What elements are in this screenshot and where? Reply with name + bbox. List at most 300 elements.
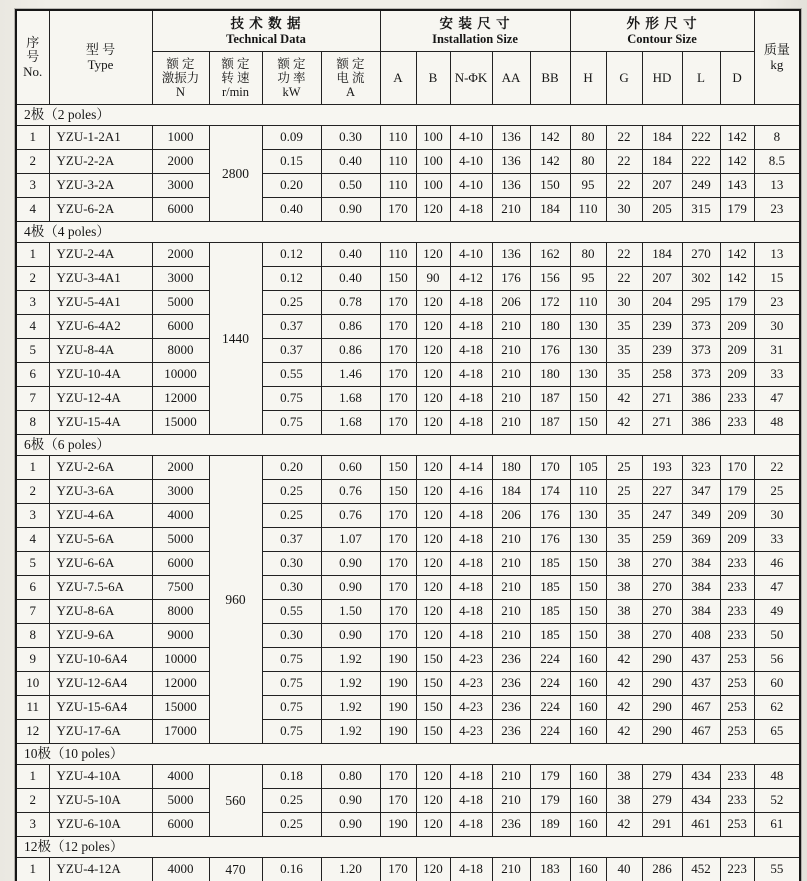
- cell-power: 0.16: [262, 858, 321, 881]
- cell-dim-bb: 189: [530, 813, 570, 837]
- cell-serial-no: 7: [16, 387, 49, 411]
- header-type-zh: 型 号: [85, 41, 116, 57]
- cell-mass: 31: [754, 339, 800, 363]
- table-row: [16, 672, 800, 696]
- cell-dim-bb: 187: [530, 387, 570, 411]
- cell-dim-bb: 156: [530, 267, 570, 291]
- cell-dim-b: 120: [416, 789, 450, 813]
- table-row: [16, 504, 800, 528]
- header-dim-hd: HD: [642, 52, 682, 105]
- cell-dim-l: 461: [682, 813, 720, 837]
- cell-dim-g: 42: [606, 411, 642, 435]
- cell-speed: 560: [209, 765, 262, 837]
- cell-type: YZU-8-6A: [49, 600, 152, 624]
- cell-type: YZU-5-4A1: [49, 291, 152, 315]
- cell-serial-no: 3: [16, 504, 49, 528]
- cell-dim-aa: 210: [492, 411, 530, 435]
- cell-type: YZU-17-6A: [49, 720, 152, 744]
- cell-dim-aa: 136: [492, 174, 530, 198]
- cell-serial-no: 2: [16, 267, 49, 291]
- cell-dim-d: 209: [720, 363, 754, 387]
- cell-dim-aa: 210: [492, 363, 530, 387]
- cell-dim-a: 170: [380, 765, 416, 789]
- section-header-row: [16, 222, 800, 243]
- cell-dim-d: 142: [720, 267, 754, 291]
- cell-dim-b: 90: [416, 267, 450, 291]
- cell-serial-no: 5: [16, 552, 49, 576]
- cell-mass: 33: [754, 363, 800, 387]
- cell-dim-h: 160: [570, 765, 606, 789]
- cell-force: 2000: [152, 150, 209, 174]
- table-header: [16, 10, 800, 105]
- cell-serial-no: 3: [16, 291, 49, 315]
- cell-dim-hd: 258: [642, 363, 682, 387]
- cell-dim-h: 130: [570, 504, 606, 528]
- cell-dim-h: 130: [570, 315, 606, 339]
- cell-dim-l: 452: [682, 858, 720, 881]
- cell-dim-d: 253: [720, 648, 754, 672]
- header-rated-current-unit: A: [345, 85, 356, 99]
- cell-type: YZU-6-6A: [49, 552, 152, 576]
- cell-current: 0.30: [321, 126, 380, 150]
- cell-dim-a: 170: [380, 552, 416, 576]
- cell-force: 15000: [152, 411, 209, 435]
- cell-dim-h: 95: [570, 174, 606, 198]
- cell-dim-d: 209: [720, 315, 754, 339]
- table-row: [16, 696, 800, 720]
- cell-dim-bb: 224: [530, 720, 570, 744]
- cell-dim-aa: 136: [492, 126, 530, 150]
- cell-dim-nk: 4-16: [450, 480, 492, 504]
- header-mass: [754, 10, 800, 105]
- cell-dim-b: 150: [416, 720, 450, 744]
- cell-dim-d: 233: [720, 387, 754, 411]
- cell-dim-bb: 142: [530, 150, 570, 174]
- cell-dim-a: 170: [380, 291, 416, 315]
- cell-power: 0.75: [262, 696, 321, 720]
- cell-dim-b: 120: [416, 624, 450, 648]
- cell-dim-l: 347: [682, 480, 720, 504]
- cell-serial-no: 5: [16, 339, 49, 363]
- cell-power: 0.30: [262, 552, 321, 576]
- cell-dim-aa: 236: [492, 813, 530, 837]
- header-rated-force: [152, 52, 209, 105]
- header-rated-power-l2: 功 率: [277, 71, 306, 85]
- table-row: [16, 363, 800, 387]
- header-rated-speed-l1: 额 定: [221, 57, 250, 71]
- table-row: [16, 411, 800, 435]
- cell-dim-l: 222: [682, 126, 720, 150]
- cell-dim-a: 190: [380, 696, 416, 720]
- cell-dim-d: 143: [720, 174, 754, 198]
- cell-dim-aa: 236: [492, 648, 530, 672]
- cell-dim-aa: 210: [492, 576, 530, 600]
- header-rated-power-unit: kW: [282, 85, 301, 99]
- cell-dim-bb: 150: [530, 174, 570, 198]
- cell-serial-no: 3: [16, 174, 49, 198]
- cell-current: 0.90: [321, 813, 380, 837]
- cell-dim-aa: 236: [492, 672, 530, 696]
- cell-dim-aa: 176: [492, 267, 530, 291]
- cell-dim-b: 120: [416, 387, 450, 411]
- cell-force: 7500: [152, 576, 209, 600]
- cell-current: 0.76: [321, 480, 380, 504]
- header-dim-aa: AA: [492, 52, 530, 105]
- table-row: [16, 813, 800, 837]
- cell-dim-h: 110: [570, 480, 606, 504]
- cell-dim-bb: 185: [530, 624, 570, 648]
- header-mass-zh: 质量: [763, 41, 790, 57]
- table-row: [16, 243, 800, 267]
- cell-dim-nk: 4-23: [450, 720, 492, 744]
- cell-dim-l: 437: [682, 648, 720, 672]
- cell-dim-a: 110: [380, 126, 416, 150]
- cell-dim-d: 233: [720, 600, 754, 624]
- cell-dim-d: 209: [720, 504, 754, 528]
- cell-power: 0.75: [262, 672, 321, 696]
- cell-dim-bb: 224: [530, 648, 570, 672]
- cell-current: 1.92: [321, 672, 380, 696]
- cell-mass: 48: [754, 765, 800, 789]
- cell-dim-g: 38: [606, 576, 642, 600]
- cell-force: 6000: [152, 813, 209, 837]
- cell-power: 0.12: [262, 243, 321, 267]
- cell-serial-no: 8: [16, 411, 49, 435]
- cell-dim-a: 170: [380, 858, 416, 881]
- cell-dim-l: 349: [682, 504, 720, 528]
- cell-dim-h: 150: [570, 552, 606, 576]
- cell-dim-bb: 180: [530, 315, 570, 339]
- cell-power: 0.25: [262, 504, 321, 528]
- cell-serial-no: 6: [16, 363, 49, 387]
- cell-dim-l: 270: [682, 243, 720, 267]
- cell-dim-a: 170: [380, 387, 416, 411]
- cell-dim-g: 35: [606, 339, 642, 363]
- cell-type: YZU-2-6A: [49, 456, 152, 480]
- cell-type: YZU-4-6A: [49, 504, 152, 528]
- cell-serial-no: 2: [16, 480, 49, 504]
- cell-dim-b: 120: [416, 858, 450, 881]
- cell-force: 4000: [152, 858, 209, 881]
- header-group-technical-data-en: Technical Data: [226, 31, 306, 46]
- cell-force: 6000: [152, 198, 209, 222]
- cell-current: 1.92: [321, 696, 380, 720]
- cell-mass: 13: [754, 174, 800, 198]
- cell-dim-a: 190: [380, 813, 416, 837]
- cell-dim-b: 150: [416, 648, 450, 672]
- cell-dim-l: 302: [682, 267, 720, 291]
- cell-dim-h: 130: [570, 363, 606, 387]
- cell-mass: 33: [754, 528, 800, 552]
- cell-type: YZU-8-4A: [49, 339, 152, 363]
- cell-dim-a: 170: [380, 411, 416, 435]
- cell-serial-no: 2: [16, 150, 49, 174]
- cell-force: 15000: [152, 696, 209, 720]
- cell-current: 1.07: [321, 528, 380, 552]
- cell-power: 0.37: [262, 339, 321, 363]
- cell-dim-d: 233: [720, 552, 754, 576]
- cell-dim-l: 373: [682, 339, 720, 363]
- cell-dim-d: 253: [720, 813, 754, 837]
- cell-type: YZU-15-4A: [49, 411, 152, 435]
- table-row: [16, 576, 800, 600]
- cell-dim-d: 209: [720, 528, 754, 552]
- table-row: [16, 765, 800, 789]
- cell-dim-a: 190: [380, 648, 416, 672]
- cell-type: YZU-4-12A: [49, 858, 152, 881]
- table-row: [16, 648, 800, 672]
- cell-mass: 48: [754, 411, 800, 435]
- cell-dim-b: 100: [416, 150, 450, 174]
- cell-power: 0.75: [262, 411, 321, 435]
- cell-dim-h: 80: [570, 243, 606, 267]
- cell-dim-b: 100: [416, 126, 450, 150]
- table-row: [16, 720, 800, 744]
- cell-dim-l: 373: [682, 363, 720, 387]
- cell-dim-hd: 291: [642, 813, 682, 837]
- cell-serial-no: 4: [16, 198, 49, 222]
- cell-dim-nk: 4-18: [450, 339, 492, 363]
- header-rated-power: [262, 52, 321, 105]
- cell-dim-g: 42: [606, 672, 642, 696]
- cell-dim-hd: 279: [642, 765, 682, 789]
- cell-dim-a: 190: [380, 720, 416, 744]
- cell-serial-no: 8: [16, 624, 49, 648]
- cell-force: 4000: [152, 765, 209, 789]
- section-header-row: [16, 837, 800, 858]
- cell-dim-b: 120: [416, 552, 450, 576]
- cell-dim-g: 42: [606, 387, 642, 411]
- cell-dim-d: 142: [720, 126, 754, 150]
- cell-force: 17000: [152, 720, 209, 744]
- cell-current: 0.90: [321, 198, 380, 222]
- cell-dim-h: 150: [570, 624, 606, 648]
- cell-dim-h: 160: [570, 720, 606, 744]
- cell-dim-hd: 259: [642, 528, 682, 552]
- cell-dim-a: 150: [380, 456, 416, 480]
- cell-dim-nk: 4-18: [450, 789, 492, 813]
- cell-dim-b: 120: [416, 456, 450, 480]
- cell-dim-g: 22: [606, 267, 642, 291]
- table-row: [16, 528, 800, 552]
- cell-dim-b: 120: [416, 480, 450, 504]
- cell-dim-nk: 4-18: [450, 411, 492, 435]
- cell-dim-hd: 286: [642, 858, 682, 881]
- cell-dim-b: 100: [416, 174, 450, 198]
- cell-dim-g: 42: [606, 648, 642, 672]
- cell-dim-hd: 239: [642, 315, 682, 339]
- cell-dim-hd: 270: [642, 600, 682, 624]
- cell-force: 6000: [152, 552, 209, 576]
- cell-mass: 55: [754, 858, 800, 881]
- cell-type: YZU-12-4A: [49, 387, 152, 411]
- cell-dim-bb: 185: [530, 600, 570, 624]
- cell-power: 0.75: [262, 720, 321, 744]
- cell-serial-no: 2: [16, 789, 49, 813]
- cell-dim-l: 408: [682, 624, 720, 648]
- cell-dim-bb: 172: [530, 291, 570, 315]
- cell-dim-nk: 4-18: [450, 600, 492, 624]
- cell-current: 0.40: [321, 243, 380, 267]
- cell-dim-nk: 4-18: [450, 198, 492, 222]
- cell-dim-a: 170: [380, 600, 416, 624]
- cell-dim-g: 22: [606, 174, 642, 198]
- cell-type: YZU-12-6A4: [49, 672, 152, 696]
- cell-dim-a: 110: [380, 174, 416, 198]
- header-mass-unit: kg: [770, 56, 784, 72]
- cell-mass: 52: [754, 789, 800, 813]
- cell-dim-h: 160: [570, 696, 606, 720]
- cell-current: 0.90: [321, 624, 380, 648]
- cell-dim-d: 233: [720, 765, 754, 789]
- cell-dim-g: 30: [606, 198, 642, 222]
- cell-type: YZU-3-6A: [49, 480, 152, 504]
- cell-dim-nk: 4-18: [450, 363, 492, 387]
- cell-type: YZU-6-4A2: [49, 315, 152, 339]
- cell-force: 12000: [152, 672, 209, 696]
- cell-dim-aa: 210: [492, 858, 530, 881]
- cell-force: 3000: [152, 174, 209, 198]
- cell-speed: 960: [209, 456, 262, 744]
- cell-dim-hd: 184: [642, 150, 682, 174]
- cell-dim-hd: 271: [642, 411, 682, 435]
- cell-type: YZU-5-6A: [49, 528, 152, 552]
- table-row: [16, 624, 800, 648]
- header-rated-power-l1: 额 定: [277, 57, 306, 71]
- cell-current: 1.92: [321, 720, 380, 744]
- section-header-row: [16, 105, 800, 126]
- cell-type: YZU-3-4A1: [49, 267, 152, 291]
- cell-mass: 23: [754, 291, 800, 315]
- section-title: 12极（12 poles）: [16, 837, 800, 858]
- table-row: [16, 456, 800, 480]
- cell-dim-l: 434: [682, 789, 720, 813]
- cell-mass: 62: [754, 696, 800, 720]
- cell-dim-h: 130: [570, 528, 606, 552]
- cell-force: 5000: [152, 291, 209, 315]
- cell-dim-aa: 206: [492, 291, 530, 315]
- cell-power: 0.40: [262, 198, 321, 222]
- cell-dim-aa: 184: [492, 480, 530, 504]
- cell-current: 0.86: [321, 339, 380, 363]
- cell-dim-d: 179: [720, 291, 754, 315]
- cell-dim-hd: 184: [642, 243, 682, 267]
- cell-dim-aa: 210: [492, 528, 530, 552]
- cell-dim-bb: 176: [530, 339, 570, 363]
- header-dim-bb: BB: [530, 52, 570, 105]
- cell-dim-hd: 193: [642, 456, 682, 480]
- cell-power: 0.12: [262, 267, 321, 291]
- cell-dim-h: 160: [570, 648, 606, 672]
- cell-dim-d: 170: [720, 456, 754, 480]
- table-row: [16, 267, 800, 291]
- cell-dim-a: 170: [380, 528, 416, 552]
- cell-dim-a: 170: [380, 504, 416, 528]
- cell-dim-d: 233: [720, 789, 754, 813]
- cell-current: 1.68: [321, 387, 380, 411]
- header-group-installation-size: [380, 10, 570, 52]
- cell-current: 1.92: [321, 648, 380, 672]
- cell-dim-b: 120: [416, 291, 450, 315]
- cell-dim-b: 120: [416, 813, 450, 837]
- cell-power: 0.37: [262, 315, 321, 339]
- cell-mass: 50: [754, 624, 800, 648]
- header-dim-nk: N-ΦK: [450, 52, 492, 105]
- cell-type: YZU-2-4A: [49, 243, 152, 267]
- header-dim-h: H: [570, 52, 606, 105]
- cell-type: YZU-5-10A: [49, 789, 152, 813]
- cell-dim-nk: 4-18: [450, 504, 492, 528]
- cell-force: 3000: [152, 267, 209, 291]
- cell-force: 10000: [152, 648, 209, 672]
- cell-serial-no: 9: [16, 648, 49, 672]
- cell-dim-nk: 4-18: [450, 291, 492, 315]
- cell-mass: 25: [754, 480, 800, 504]
- cell-dim-d: 253: [720, 672, 754, 696]
- header-rated-current-l1: 额 定: [336, 57, 365, 71]
- header-rated-current: [321, 52, 380, 105]
- cell-dim-b: 150: [416, 696, 450, 720]
- cell-dim-nk: 4-18: [450, 624, 492, 648]
- cell-dim-hd: 247: [642, 504, 682, 528]
- cell-serial-no: 1: [16, 456, 49, 480]
- header-dim-a: A: [380, 52, 416, 105]
- cell-dim-hd: 270: [642, 624, 682, 648]
- cell-dim-g: 42: [606, 696, 642, 720]
- cell-type: YZU-1-2A1: [49, 126, 152, 150]
- cell-type: YZU-6-2A: [49, 198, 152, 222]
- cell-force: 1000: [152, 126, 209, 150]
- cell-serial-no: 12: [16, 720, 49, 744]
- cell-power: 0.09: [262, 126, 321, 150]
- cell-dim-aa: 210: [492, 765, 530, 789]
- cell-dim-hd: 290: [642, 648, 682, 672]
- cell-dim-g: 38: [606, 600, 642, 624]
- cell-dim-bb: 176: [530, 528, 570, 552]
- header-dim-l: L: [682, 52, 720, 105]
- cell-dim-l: 437: [682, 672, 720, 696]
- cell-dim-g: 38: [606, 765, 642, 789]
- cell-mass: 46: [754, 552, 800, 576]
- cell-current: 0.78: [321, 291, 380, 315]
- cell-dim-nk: 4-10: [450, 126, 492, 150]
- cell-type: YZU-6-10A: [49, 813, 152, 837]
- cell-dim-bb: 180: [530, 363, 570, 387]
- cell-dim-aa: 136: [492, 243, 530, 267]
- cell-force: 2000: [152, 456, 209, 480]
- cell-force: 4000: [152, 504, 209, 528]
- cell-dim-h: 80: [570, 150, 606, 174]
- cell-current: 0.90: [321, 789, 380, 813]
- cell-dim-b: 120: [416, 576, 450, 600]
- cell-mass: 22: [754, 456, 800, 480]
- cell-force: 8000: [152, 600, 209, 624]
- cell-force: 10000: [152, 363, 209, 387]
- cell-dim-hd: 205: [642, 198, 682, 222]
- cell-power: 0.20: [262, 456, 321, 480]
- cell-mass: 8.5: [754, 150, 800, 174]
- cell-dim-d: 142: [720, 150, 754, 174]
- cell-dim-b: 120: [416, 339, 450, 363]
- header-dim-d: D: [720, 52, 754, 105]
- cell-dim-d: 209: [720, 339, 754, 363]
- cell-current: 0.90: [321, 576, 380, 600]
- cell-dim-h: 150: [570, 576, 606, 600]
- cell-dim-h: 150: [570, 600, 606, 624]
- cell-current: 0.50: [321, 174, 380, 198]
- cell-current: 1.20: [321, 858, 380, 881]
- cell-mass: 61: [754, 813, 800, 837]
